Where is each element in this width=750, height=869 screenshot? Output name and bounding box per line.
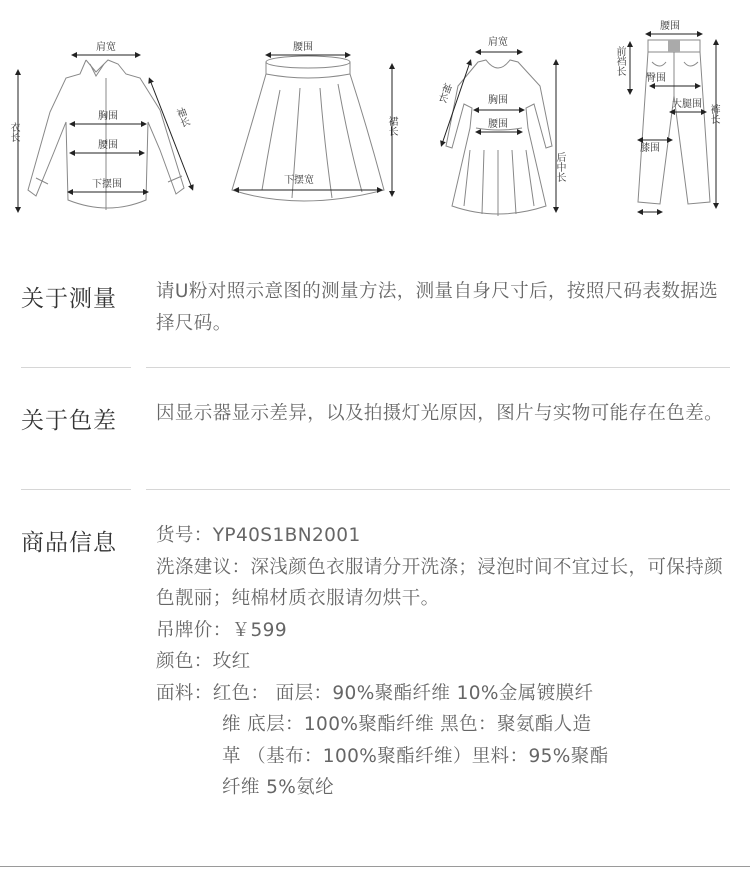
color-diff-divider-right [146, 489, 730, 490]
pants-knee-label: 膝围 [640, 143, 660, 154]
shirt-waist-label: 腰围 [98, 140, 118, 151]
measure-paragraph: 请U粉对照示意图的测量方法，测量自身尺寸后，按照尺码表数据选择尺码。 [156, 281, 719, 334]
bottom-divider [0, 866, 750, 867]
dress-shoulder-label: 肩宽 [488, 37, 508, 48]
product-fabric-line1 [156, 678, 736, 710]
measure-title: 关于测量 [21, 286, 117, 312]
dress-icon [446, 60, 552, 216]
skirt-hem-label: 下摆宽 [284, 175, 314, 186]
shirt-chest-label: 胸围 [98, 111, 118, 122]
shirt-hem-label: 下摆围 [92, 179, 122, 190]
shirt-shoulder-label: 肩宽 [96, 42, 116, 53]
dress-waist-label: 腰围 [488, 119, 508, 130]
product-price: 吊牌价：￥599 [156, 619, 288, 641]
measure-divider-right [146, 367, 730, 368]
product-fabric-label: 面料： [156, 682, 213, 704]
color-diff-title: 关于色差 [21, 408, 117, 434]
color-diff-paragraph: 因显示器显示差异，以及拍摄灯光原因，图片与实物可能存在色差。 [156, 403, 724, 424]
shirt-sleeve-label: 袖长 [172, 106, 191, 130]
product-color: 颜色：玫红 [156, 651, 251, 672]
pants-front-rise-label: 前裆长 [614, 46, 625, 76]
measure-divider-left [21, 367, 131, 368]
color-diff-text [156, 398, 736, 430]
product-fabric-line4: 纤维 5%氨纶 [222, 777, 335, 798]
product-fabric-text1: 红色： 面层：90%聚酯纤维 10%金属镀膜纤 [212, 682, 594, 704]
product-sku: 货号：YP40S1BN2001 [156, 525, 361, 546]
dress-chest-label: 胸围 [488, 95, 508, 106]
skirt-waist-label: 腰围 [293, 42, 313, 53]
skirt-length-label: 裙长 [386, 116, 397, 136]
pants-hip-label: 臀围 [646, 73, 666, 84]
pants-waist-label: 腰围 [660, 21, 680, 32]
measure-text [156, 276, 736, 339]
product-title: 商品信息 [21, 530, 117, 556]
color-diff-divider-left [21, 489, 131, 490]
pants-icon [638, 40, 710, 204]
color-diff-section [0, 393, 750, 493]
product-details [156, 520, 736, 804]
measurement-diagrams [0, 0, 750, 230]
product-fabric-line2: 维 底层：100%聚酯纤维 黑色：聚氨酯人造 [222, 714, 592, 735]
measure-section [0, 270, 750, 370]
dress-center-back-label: 后中长 [554, 152, 565, 182]
product-section [0, 520, 750, 820]
product-fabric-line3: 革 （基布：100%聚酯纤维）里料：95%聚酯 [222, 745, 609, 767]
dress-sleeve-label: 袖长 [434, 80, 453, 104]
shirt-length-label: 衣长 [8, 122, 19, 142]
pants-length-label: 裤长 [708, 104, 719, 124]
pants-thigh-label: 大腿围 [672, 99, 702, 110]
product-wash: 洗涤建议：深浅颜色衣服请分开洗涤；浸泡时间不宜过长，可保持颜色靓丽；纯棉材质衣服请勿烘干。 [156, 556, 724, 609]
